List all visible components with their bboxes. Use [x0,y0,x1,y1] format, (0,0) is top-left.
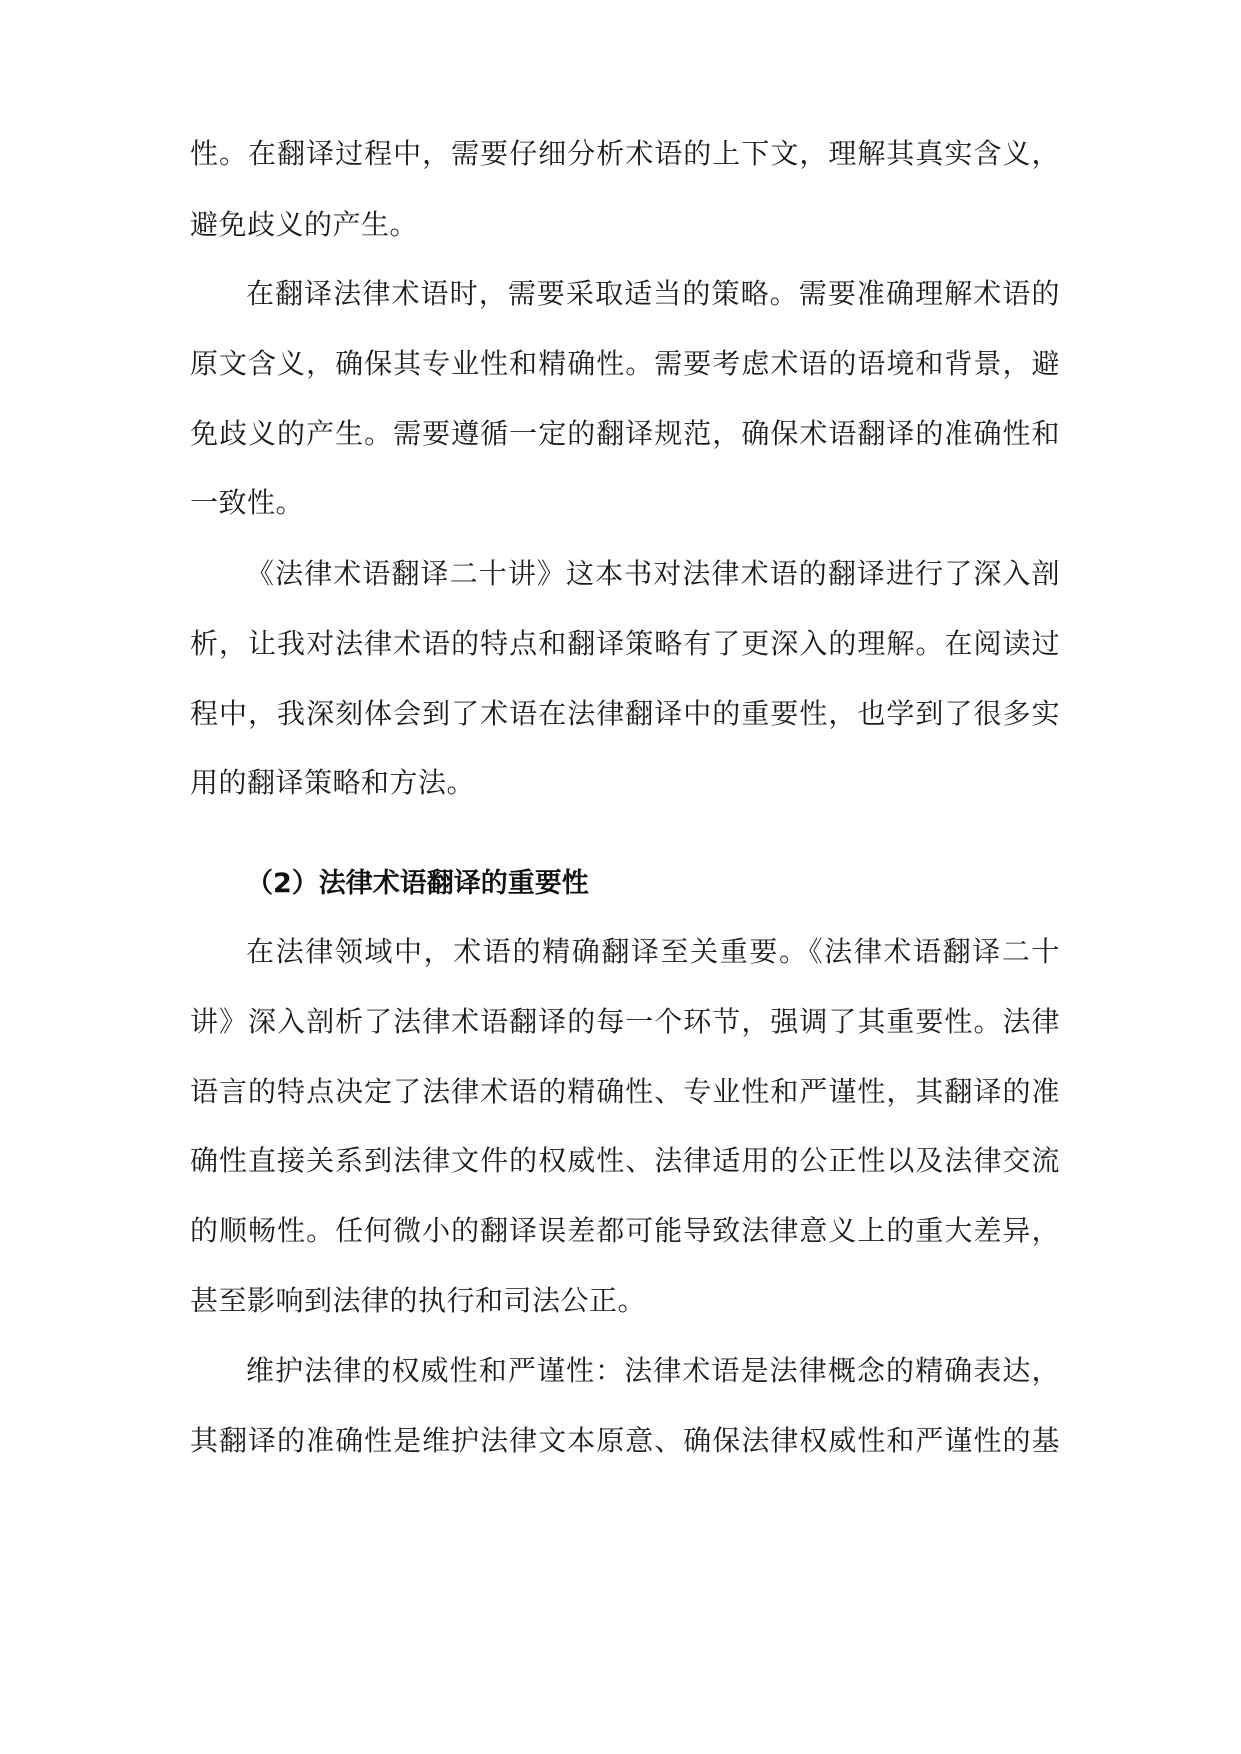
section-heading: （2）法律术语翻译的重要性 [246,868,589,899]
paragraph-line: 一致性。 [190,486,305,519]
paragraph-line: 析，让我对法律术语的特点和翻译策略有了更深入的理解。在阅读过 [190,627,1060,660]
paragraph-line: 在法律领域中，术语的精确翻译至关重要。《法律术语翻译二十 [246,935,1060,968]
paragraph-line: 性。在翻译过程中，需要仔细分析术语的上下文，理解其真实含义， [190,137,1060,170]
paragraph-line: 的顺畅性。任何微小的翻译误差都可能导致法律意义上的重大差异， [190,1214,1060,1247]
paragraph-line: 讲》深入剖析了法律术语翻译的每一个环节，强调了其重要性。法律 [190,1005,1060,1038]
paragraph-line: 原文含义，确保其专业性和精确性。需要考虑术语的语境和背景，避 [190,347,1060,380]
paragraph-line: 语言的特点决定了法律术语的精确性、专业性和严谨性，其翻译的准 [190,1075,1060,1108]
paragraph-line: 避免歧义的产生。 [190,208,419,241]
paragraph-line: 《法律术语翻译二十讲》这本书对法律术语的翻译进行了深入剖 [246,557,1060,590]
paragraph-line: 用的翻译策略和方法。 [190,766,476,799]
paragraph-line: 维护法律的权威性和严谨性：法律术语是法律概念的精确表达， [246,1354,1060,1387]
paragraph-line: 确性直接关系到法律文件的权威性、法律适用的公正性以及法律交流 [190,1144,1060,1177]
paragraph-line: 甚至影响到法律的执行和司法公正。 [190,1284,647,1317]
paragraph-line: 免歧义的产生。需要遵循一定的翻译规范，确保术语翻译的准确性和 [190,417,1060,450]
paragraph-line: 在翻译法律术语时，需要采取适当的策略。需要准确理解术语的 [246,277,1060,310]
paragraph-line: 程中，我深刻体会到了术语在法律翻译中的重要性，也学到了很多实 [190,697,1060,730]
paragraph-line: 其翻译的准确性是维护法律文本原意、确保法律权威性和严谨性的基 [190,1424,1060,1457]
